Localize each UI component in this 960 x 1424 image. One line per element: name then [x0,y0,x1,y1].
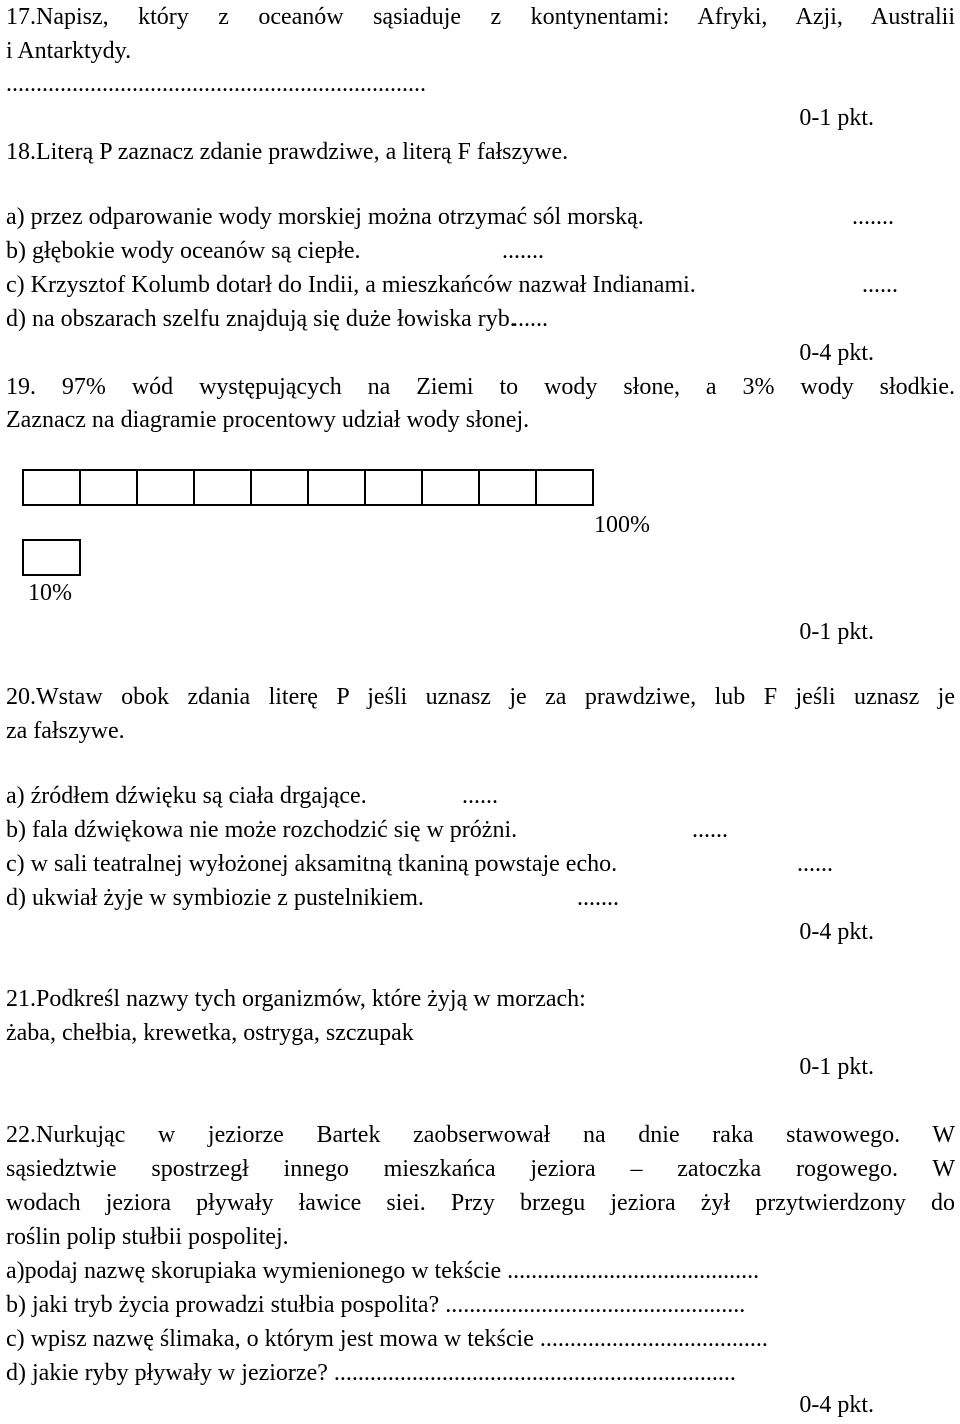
diagram-cell[interactable] [136,469,195,506]
q17-answer-dots[interactable]: ...................................................................... [6,71,426,97]
q22-question-b[interactable]: b) jaki tryb życia prowadzi stułbia pospolita? .................................................. [6,1292,746,1318]
q22-line4: roślin polip stułbii pospolitej. [6,1224,289,1250]
q18-item-d: d) na obszarach szelfu znajdują się duże łowiska ryb. [6,306,516,332]
diagram-cell[interactable] [250,469,309,506]
q18-points: 0-4 pkt. [799,340,874,366]
diagram-cell[interactable] [478,469,537,506]
q18-item-c-mark[interactable]: ...... [862,272,898,298]
q20-item-d: d) ukwiał żyje w symbiozie z pustelnikiem. [6,885,424,911]
diagram-unit-cell [22,539,81,576]
q20-item-b-mark[interactable]: ...... [692,817,728,843]
q19-points: 0-1 pkt. [799,619,874,645]
diagram-cell[interactable] [535,469,594,506]
q22-line1: 22.Nurkując w jeziorze Bartek zaobserwował na dnie raka stawowego. W [6,1122,955,1148]
diagram-cell[interactable] [421,469,480,506]
diagram-cell[interactable] [22,469,81,506]
q21-line1: 21.Podkreśl nazwy tych organizmów, które żyją w morzach: [6,986,586,1012]
q18-item-c: c) Krzysztof Kolumb dotarł do Indii, a mieszkańców nazwał Indianami. [6,272,696,298]
q19-line1: 19. 97% wód występujących na Ziemi to wody słone, a 3% wody słodkie. [6,374,955,400]
q18-title: 18.Literą P zaznacz zdanie prawdziwe, a literą F fałszywe. [6,139,569,165]
diagram-cell[interactable] [364,469,423,506]
diagram-cell[interactable] [79,469,138,506]
q22-line2: sąsiedztwie spostrzegł innego mieszkańca jeziora – zatoczka rogowego. W [6,1156,955,1182]
q21-line2[interactable]: żaba, chełbia, krewetka, ostryga, szczupak [6,1020,414,1046]
q20-item-c-mark[interactable]: ...... [797,851,833,877]
q18-item-d-mark[interactable]: ...... [512,306,548,332]
q20-item-d-mark[interactable]: ....... [577,885,619,911]
diagram-cell[interactable] [193,469,252,506]
percentage-diagram[interactable] [22,469,592,506]
diagram-unit-label: 10% [28,580,72,606]
q22-question-a[interactable]: a)podaj nazwę skorupiaka wymienionego w tekście .......................................... [6,1258,760,1284]
q18-item-a: a) przez odparowanie wody morskiej można otrzymać sól morską. [6,204,644,230]
diagram-total-label: 100% [594,512,650,538]
q17-line1: 17.Napisz, który z oceanów sąsiaduje z kontynentami: Afryki, Azji, Australii [6,4,955,30]
q19-line2: Zaznacz na diagramie procentowy udział wody słonej. [6,407,530,433]
q18-item-b: b) głębokie wody oceanów są ciepłe. [6,238,361,264]
q20-points: 0-4 pkt. [799,919,874,945]
q22-points: 0-4 pkt. [799,1392,874,1418]
q20-item-a-mark[interactable]: ...... [462,783,498,809]
q21-points: 0-1 pkt. [799,1054,874,1080]
diagram-cell[interactable] [307,469,366,506]
q20-line2: za fałszywe. [6,718,125,744]
q20-item-a: a) źródłem dźwięku są ciała drgające. [6,783,367,809]
q20-line1: 20.Wstaw obok zdania literę P jeśli uznasz je za prawdziwe, lub F jeśli uznasz je [6,684,955,710]
q22-question-c[interactable]: c) wpisz nazwę ślimaka, o którym jest mowa w tekście ...................................... [6,1326,768,1352]
q20-item-b: b) fala dźwiękowa nie może rozchodzić się w próżni. [6,817,518,843]
q17-line2: i Antarktydy. [6,38,132,64]
q22-line3: wodach jeziora pływały ławice siei. Przy brzegu jeziora żył przytwierdzony do [6,1190,955,1216]
q22-question-d[interactable]: d) jakie ryby pływały w jeziorze? ................................................................... [6,1360,736,1386]
q18-item-a-mark[interactable]: ....... [852,204,894,230]
q18-item-b-mark[interactable]: ....... [502,238,544,264]
q20-item-c: c) w sali teatralnej wyłożonej aksamitną tkaniną powstaje echo. [6,851,618,877]
q17-points: 0-1 pkt. [799,105,874,131]
